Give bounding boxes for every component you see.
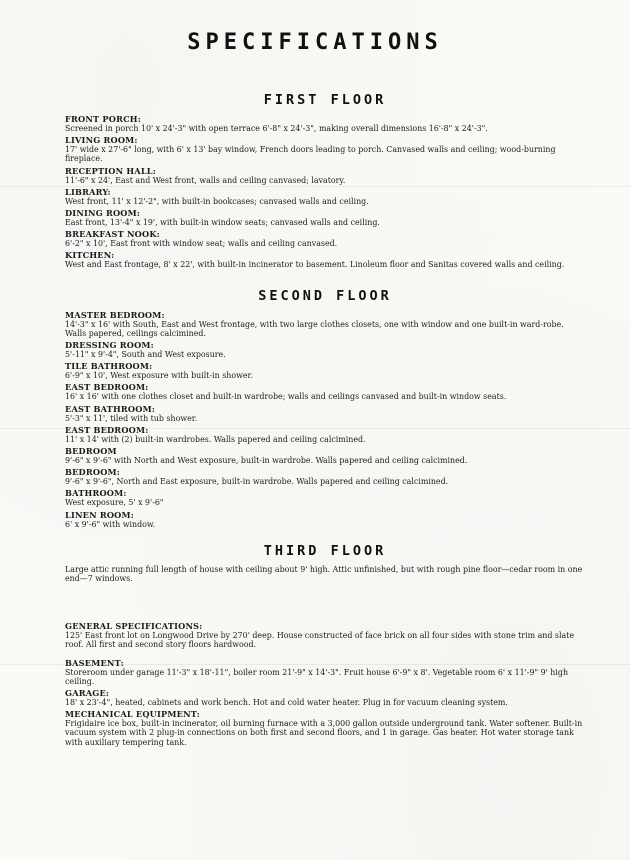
- room-entry: [65, 382, 585, 401]
- room-label: BEDROOM: [65, 446, 117, 457]
- room-entry: [65, 187, 585, 206]
- room-description: 18' x 23'-4", heated, cabinets and work bench. Hot and cold water heater. Plug in for vacuum cleaning system.: [65, 698, 508, 708]
- room-description: Large attic running full length of house with ceiling about 9' high. Attic unfinished, but with rough pine floor—cedar room in one end—7 windows.: [65, 564, 583, 584]
- room-description: 9'-6" x 9'-6" with North and West exposure, built-in wardrobe. Walls papered and ceiling calcimined.: [65, 456, 468, 466]
- room-entry: [65, 208, 585, 227]
- room-entry: [65, 425, 585, 444]
- room-description: 17' wide x 27'-6" long, with 6' x 13' bay window, French doors leading to porch. Canvased walls and ceiling; wood-burning fireplace.: [65, 145, 556, 164]
- room-entry: [65, 565, 585, 583]
- room-description: 14'-3" x 16' with South, East and West frontage, with two large clothes closets, one with window and one built-in ward-robe. Walls papered, ceilings calcimined.: [65, 319, 564, 338]
- room-description: 125' East front lot on Longwood Drive by 270' deep. House constructed of face brick on all four sides with stone trim and slate roof. All first and second story floors hardwood.: [65, 631, 575, 650]
- room-description: West and East frontage, 8' x 22', with built-in incinerator to basement. Linoleum floor and Sanitas covered walls and ceiling.: [65, 260, 565, 270]
- room-label: LIVING ROOM:: [65, 135, 138, 146]
- room-description: Frigidaire ice box, built-in incinerator, oil burning furnace with a 3,000 gallon outside underground tank. Water softener. Built-in vacuum system with 2 plug-in connections on both first and second floors, and 1 in garage. Gas heater. Hot water storage tank with auxiliary tempering tank.: [65, 719, 583, 747]
- room-label: BATHROOM:: [65, 488, 127, 499]
- floor-heading: SECOND FLOOR: [258, 287, 392, 304]
- room-entry: [65, 114, 585, 133]
- room-description: Screened in porch 10' x 24'-3" with open terrace 6'-8" x 24'-3", making overall dimensions 16'-8" x 24'-3".: [65, 124, 488, 133]
- room-description: East front, 13'-4" x 19', with built-in window seats; canvased walls and ceiling.: [65, 218, 380, 228]
- room-label: MECHANICAL EQUIPMENT:: [65, 709, 201, 720]
- room-description: 11'-6" x 24', East and West front, walls and ceiling canvased; lavatory.: [65, 175, 346, 185]
- room-entry: [65, 488, 585, 507]
- general-section: [65, 621, 585, 747]
- room-entry: [65, 135, 585, 163]
- room-label: LINEN ROOM:: [65, 509, 134, 520]
- room-description: 16' x 16' with one clothes closet and built-in wardrobe; walls and ceilings canvased and built-in window seats.: [65, 392, 507, 402]
- floor-heading: FIRST FLOOR: [263, 92, 387, 108]
- room-entry: [65, 510, 585, 529]
- room-label: BREAKFAST NOOK:: [65, 229, 160, 240]
- room-entry: [65, 467, 585, 486]
- room-label: KITCHEN:: [65, 250, 115, 261]
- room-label: GENERAL SPECIFICATIONS:: [65, 621, 203, 632]
- room-description: 6'-2" x 10', East front with window seat; walls and ceiling canvased.: [65, 239, 338, 249]
- room-entry: [65, 229, 585, 248]
- general-entry: [65, 709, 585, 747]
- room-entry: [65, 446, 585, 465]
- room-label: TILE BATHROOM:: [65, 361, 153, 372]
- room-label: FRONT PORCH:: [65, 114, 141, 124]
- general-entry: [65, 688, 585, 707]
- room-label: EAST BEDROOM:: [65, 382, 149, 393]
- room-label: RECEPTION HALL:: [65, 165, 156, 176]
- room-description: 9'-6" x 9'-6", North and East exposure, built-in wardrobe. Walls papered and ceiling calcimined.: [65, 477, 449, 487]
- second-floor-section: [65, 288, 585, 529]
- room-description: 5'-3" x 11', tiled with tub shower.: [65, 413, 198, 423]
- room-label: LIBRARY:: [65, 186, 111, 197]
- room-description: 6' x 9'-6" with window.: [65, 519, 156, 529]
- room-label: GARAGE:: [65, 688, 110, 699]
- room-description: Storeroom under garage 11'-3" x 18'-11", boiler room 21'-9" x 14'-3". Fruit house 6'-9" x 8'. Vegetable room 6' x 11'-9" 9' high ceiling.: [65, 667, 569, 686]
- room-entry: [65, 310, 585, 338]
- room-description: 6'-9" x 10', West exposure with built-in shower.: [65, 371, 253, 381]
- floor-heading: THIRD FLOOR: [263, 542, 387, 559]
- page-title: SPECIFICATIONS: [187, 30, 443, 55]
- third-floor-section: [65, 543, 585, 583]
- room-label: MASTER BEDROOM:: [65, 309, 165, 320]
- general-entry: [65, 658, 585, 686]
- specifications-body: [65, 92, 585, 749]
- room-description: 11' x 14' with (2) built-in wardrobes. Walls papered and ceiling calcimined.: [65, 434, 366, 444]
- room-entry: [65, 166, 585, 185]
- room-description: 5'-11" x 9'-4", South and West exposure.: [65, 350, 226, 360]
- room-entry: [65, 340, 585, 359]
- room-label: BASEMENT:: [65, 657, 124, 668]
- room-entry: [65, 361, 585, 380]
- room-label: EAST BATHROOM:: [65, 403, 156, 414]
- room-description: West exposure, 5' x 9'-6": [65, 498, 164, 508]
- room-entry: [65, 404, 585, 423]
- room-entry: [65, 250, 585, 269]
- room-label: DRESSING ROOM:: [65, 340, 154, 351]
- room-label: EAST BEDROOM:: [65, 424, 149, 435]
- room-description: West front, 11' x 12'-2", with built-in bookcases; canvased walls and ceiling.: [65, 196, 369, 206]
- room-label: DINING ROOM:: [65, 208, 141, 219]
- room-label: BEDROOM:: [65, 467, 121, 478]
- general-entry: [65, 621, 585, 649]
- first-floor-section: [65, 92, 585, 270]
